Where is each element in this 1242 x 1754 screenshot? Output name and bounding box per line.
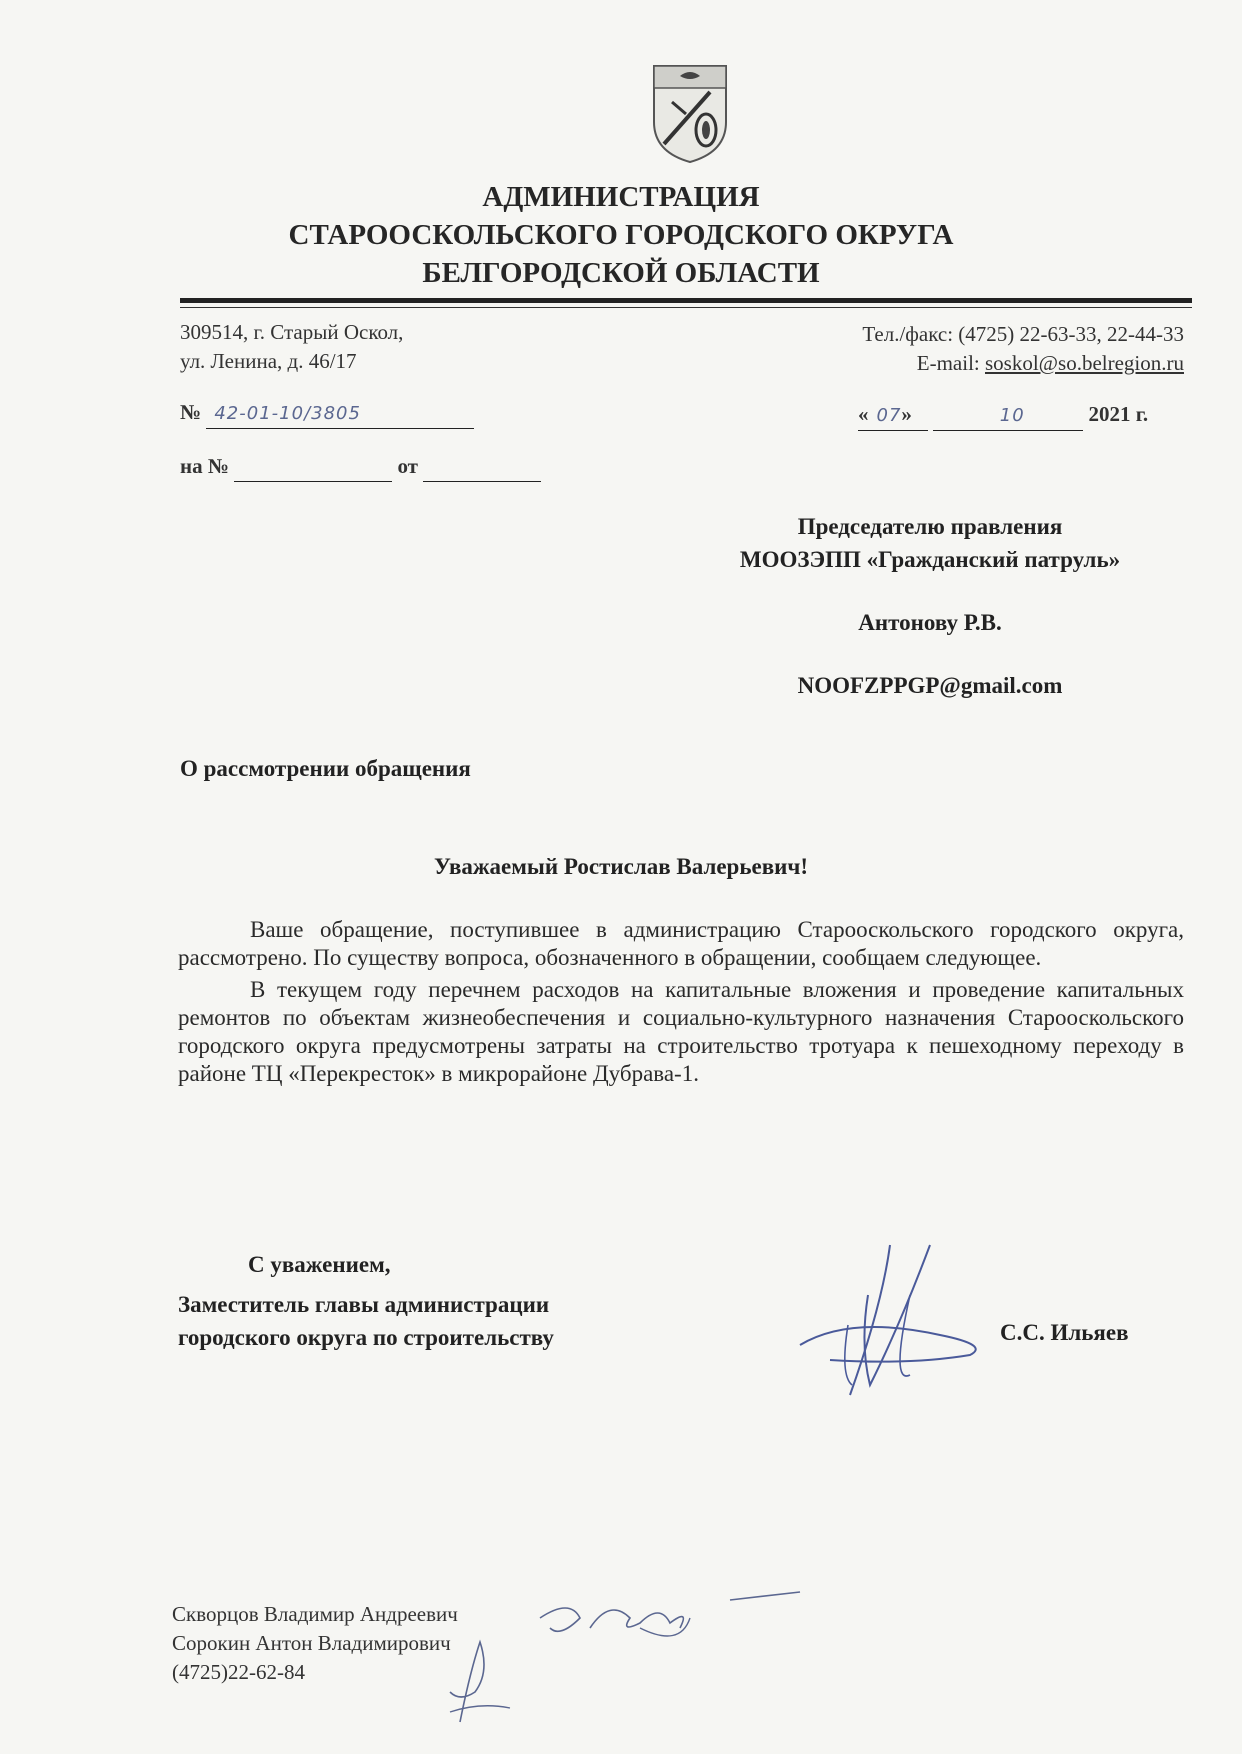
recipient-name: Антонову Р.В. (858, 610, 1002, 635)
letter-subject: О рассмотрении обращения (180, 756, 471, 781)
org-email-link[interactable]: soskol@so.belregion.ru (985, 351, 1184, 375)
body-paragraph-1: Ваше обращение, поступившее в администрацию Старооскольского городского округа, рассмотрено. По существу вопроса, обозначенного в обращении, сообщаем следующее. (178, 917, 1184, 970)
ref-from-label: от (397, 454, 418, 478)
recipient-line-1: Председателю правления (797, 514, 1063, 539)
ref-date-line (423, 452, 541, 482)
date-month-line (933, 400, 1083, 431)
date-close-quote: » (901, 402, 912, 426)
signer-position (178, 1288, 554, 1354)
phone-fax: Тел./факс: (4725) 22-63-33, 22-44-33 (862, 322, 1184, 346)
position-line-1: Заместитель главы администрации (178, 1292, 550, 1317)
approval-signature-2 (440, 1632, 520, 1732)
ref-number-line (234, 452, 392, 482)
position-line-2: городского округа по строительству (178, 1325, 554, 1350)
date-open-quote: « (858, 402, 869, 426)
number-label: № (180, 400, 202, 424)
address-line-2: ул. Ленина, д. 46/17 (180, 349, 357, 373)
letter-greeting: Уважаемый Ростислав Валерьевич! (433, 854, 809, 879)
letter-closing: С уважением, (248, 1252, 391, 1277)
org-title-line-1: АДМИНИСТРАЦИЯ (482, 181, 760, 213)
date-day: 07 (876, 405, 902, 426)
executor-1: Скворцов Владимир Андреевич (172, 1602, 458, 1626)
letter-body (178, 916, 1184, 1092)
registration-number (180, 398, 474, 429)
approval-signature-1 (530, 1588, 810, 1668)
organization-title (0, 178, 1242, 292)
header-divider-thick (180, 298, 1192, 303)
number-line (206, 398, 474, 429)
executor-2: Сорокин Антон Владимирович (172, 1631, 451, 1655)
letter-date (858, 400, 1148, 431)
contacts-block (700, 320, 1184, 378)
header-divider-thin (180, 307, 1192, 308)
date-day-line (858, 400, 928, 431)
date-month: 10 (999, 405, 1025, 426)
ref-label: на № (180, 454, 229, 478)
recipient-line-2: МООЗЭПП «Гражданский патруль» (739, 547, 1121, 572)
email-label: E-mail: (916, 351, 985, 375)
body-paragraph-2: В текущем году перечнем расходов на капитальные вложения и проведение капитальных ремонтов по объектам жизнеобеспечения и социально-культурного назначения Старооскольского городского округа предусмотрены затраты на строительство тротуара к пешеходному переходу в районе ТЦ «Перекресток» в микрорайоне Дубрава-1. (178, 977, 1184, 1086)
executors-block (172, 1600, 458, 1687)
executor-phone: (4725)22-62-84 (172, 1660, 305, 1684)
handwritten-number: 42-01-10/3805 (214, 403, 361, 424)
org-title-line-2: СТАРООСКОЛЬСКОГО ГОРОДСКОГО ОКРУГА (288, 219, 954, 251)
signer-name: С.С. Ильяев (1000, 1320, 1129, 1345)
date-year: 2021 г. (1088, 402, 1149, 426)
handwritten-signature (790, 1235, 990, 1405)
coat-of-arms-icon (650, 62, 730, 166)
org-title-line-3: БЕЛГОРОДСКОЙ ОБЛАСТИ (422, 257, 820, 289)
reference-line (180, 452, 541, 482)
address-block (180, 318, 403, 376)
email-line (700, 349, 1184, 378)
recipient-block (690, 510, 1170, 702)
address-line-1: 309514, г. Старый Оскол, (180, 320, 404, 344)
recipient-email: NOOFZPPGP@gmail.com (797, 673, 1063, 698)
